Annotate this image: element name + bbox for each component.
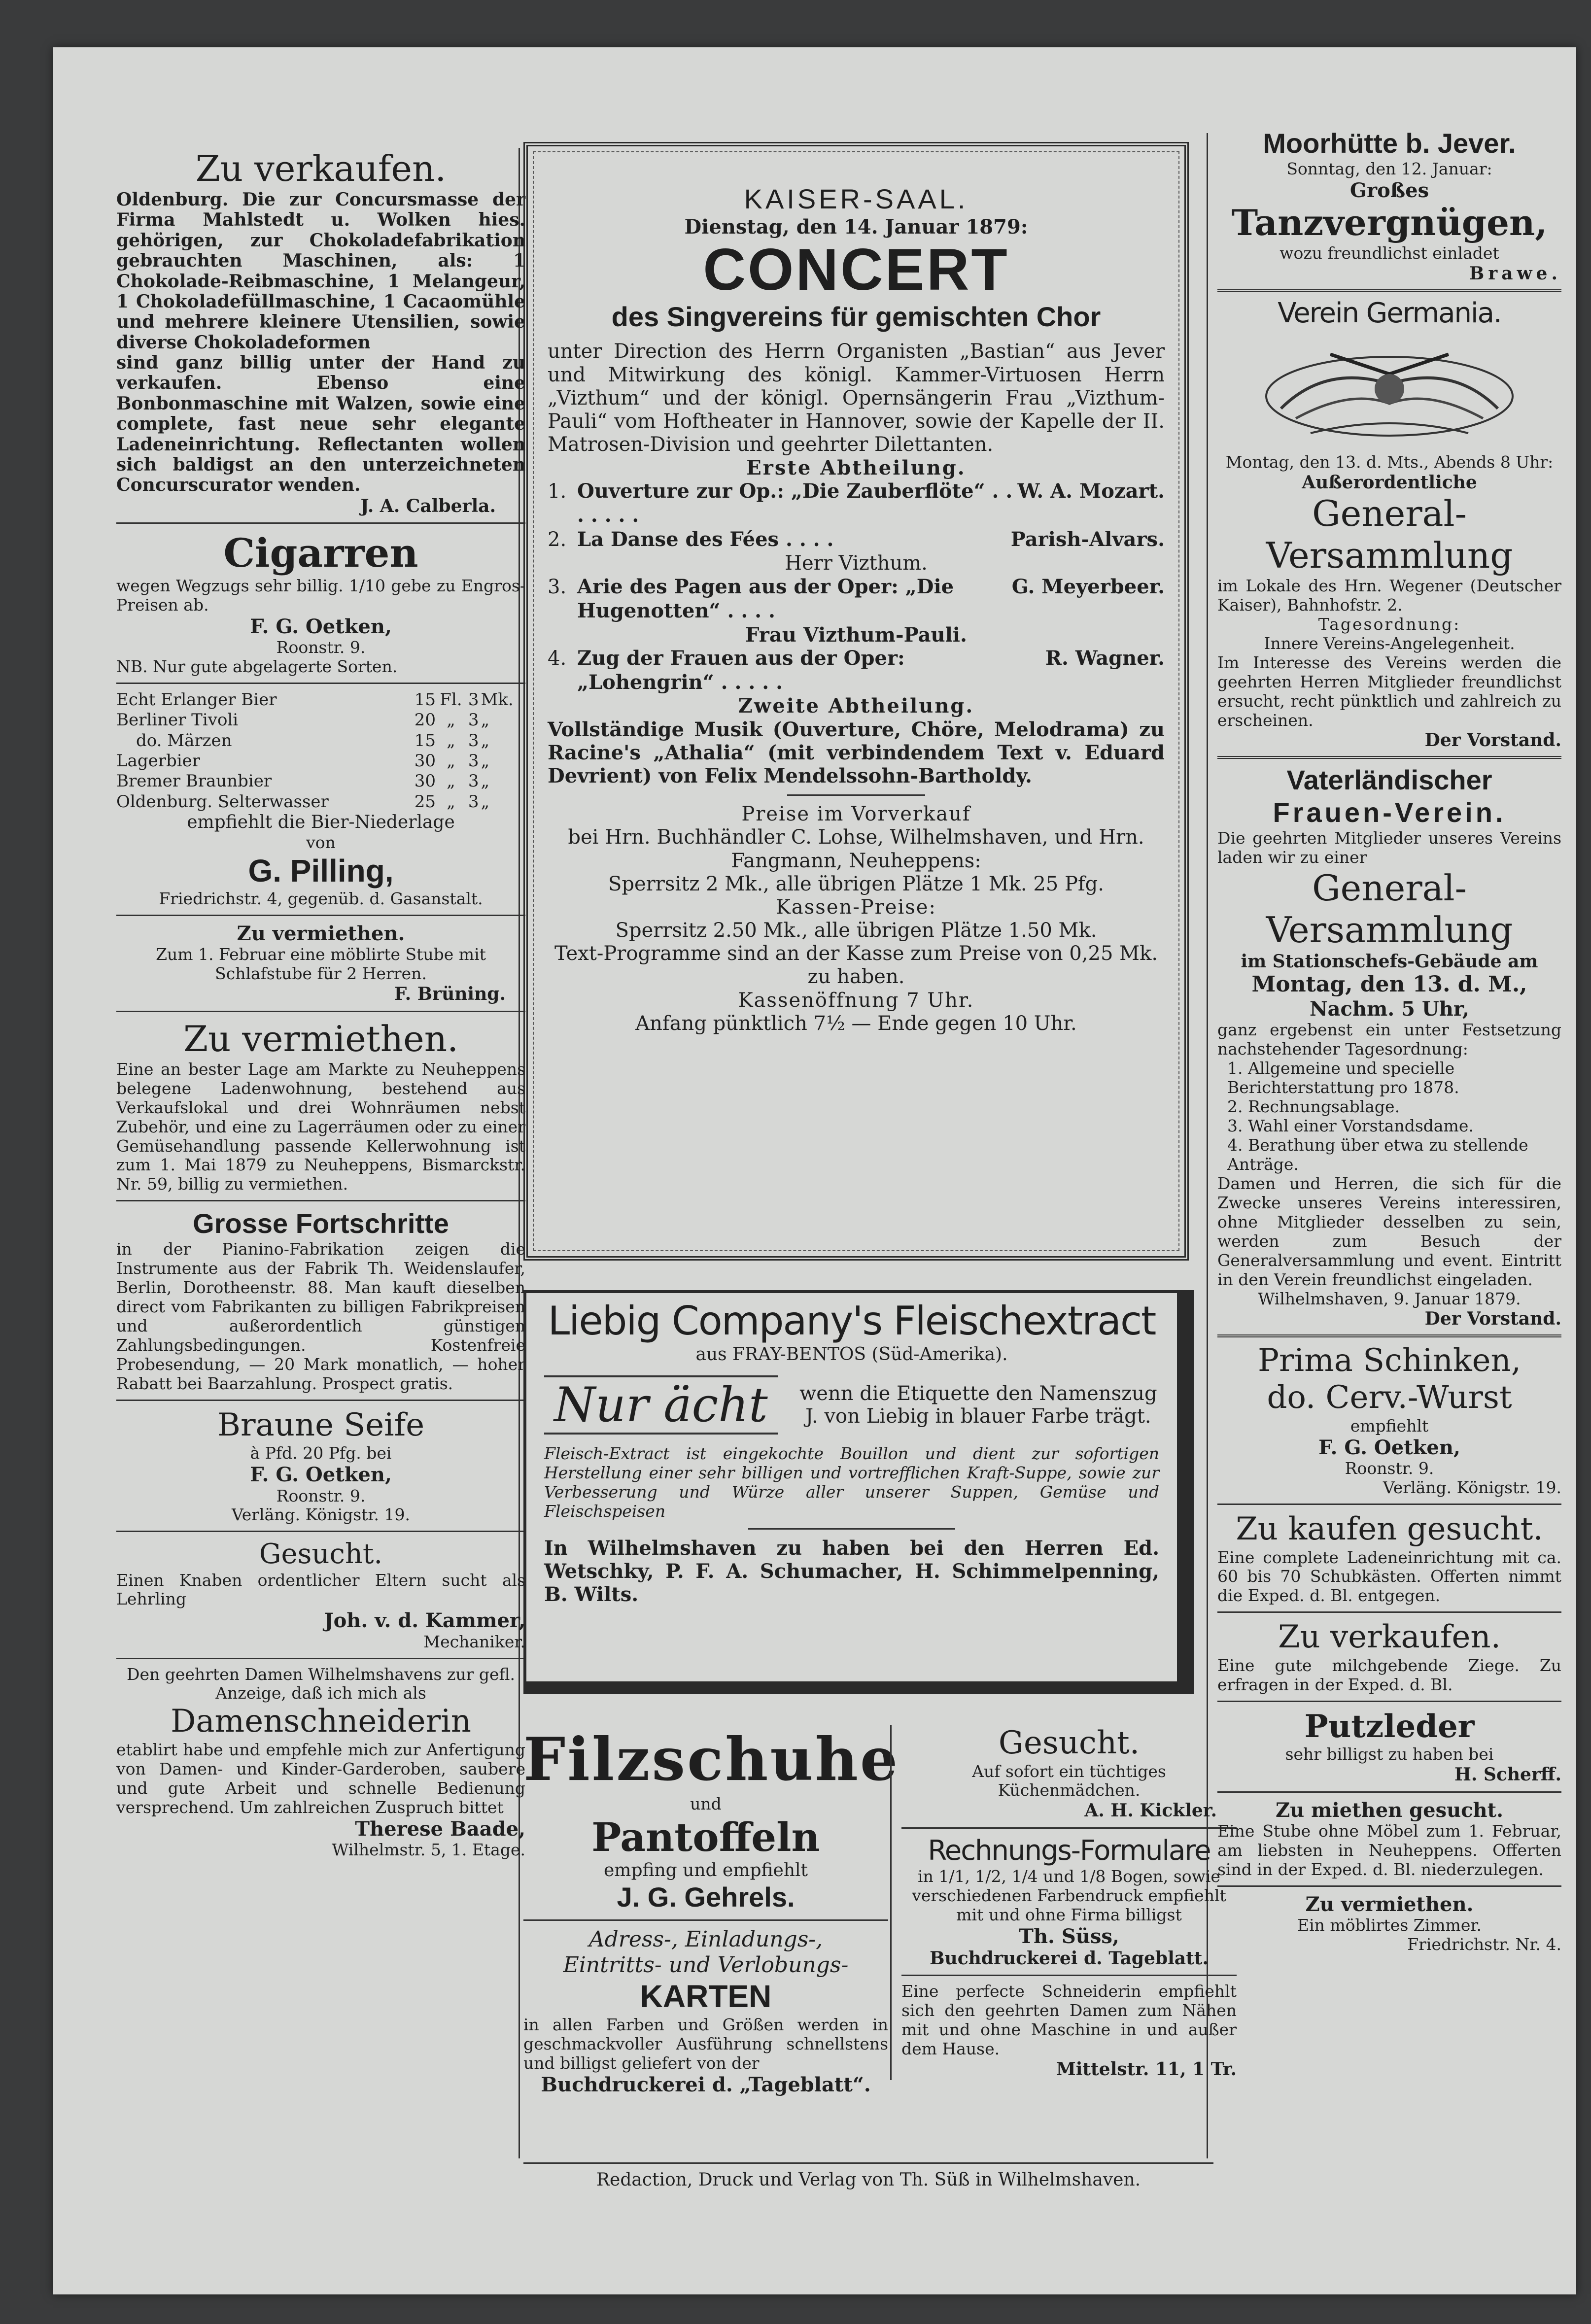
liebig-nur-row	[544, 1375, 1159, 1435]
table-row	[116, 751, 525, 771]
ad-name: A. H. Kickler.	[1084, 1800, 1217, 1821]
ad-text: Die geehrten Mitglieder unseres Vereins laden wir zu einer	[1217, 828, 1561, 867]
liebig-ad	[523, 1290, 1194, 1694]
ad-title: Moorhütte b. Jever.	[1263, 128, 1516, 159]
table-row	[116, 690, 525, 710]
liebig-desc: Fleisch-Extract ist eingekochte Bouillon und dient zur sofortigen Herstellung einer sehr billigen und vortrefflichen Kraft-Suppe, sowie zur Verbesserung und Würze aller unserer Suppen, Gemüse und Fleischspeisen	[544, 1443, 1159, 1521]
ad-date: Sonntag, den 12. Januar:	[1286, 159, 1492, 179]
ad-text: ganz ergebenst ein unter Festsetzung nachstehender Tagesordnung:	[1217, 1020, 1561, 1059]
ad-text: in der Pianino-Fabrikation zeigen die Instrumente aus der Fabrik Th. Weidenslaufer, Berlin, Dorotheenstr. 88. Man kauft dieselben direct vom Fabrikanten zu billigen Fabrikpreisen und außerordentlich günstigen Zahlungsbedingungen. Kostenfreie Probesendung, — 20 Mark monatlich, — hoher Rabatt bei Baarzahlung. Prospect gratis.	[116, 1239, 525, 1393]
ad-date: Montag, den 13. d. M.,	[1251, 972, 1527, 997]
table-row	[116, 792, 525, 812]
ad-address: Mittelstr. 11, 1 Tr.	[1056, 2059, 1237, 2080]
item-composer: G. Meyerbeer.	[1011, 575, 1165, 599]
karten-line: Eintritts- und Verlobungs-	[563, 1952, 849, 1978]
table-cell: „	[481, 771, 490, 791]
table-cell: 15	[414, 689, 436, 710]
ad-text: Im Interesse des Vereins werden die geehrten Herren Mitglieder freundlichst ersucht, recht pünktlich und zahlreich zu erscheinen.	[1217, 652, 1561, 730]
divider	[1217, 1701, 1561, 1702]
table-cell: „	[481, 751, 490, 771]
item-composer: R. Wagner.	[1045, 646, 1165, 670]
ad-text: Eine gute milchgebende Ziege. Zu erfragen in der Exped. d. Bl.	[1217, 1655, 1561, 1694]
ad-name: F. Brüning.	[394, 984, 506, 1005]
ad-text: Zum 1. Februar eine möblirte Stube mit Schlafstube für 2 Herren.	[156, 945, 486, 984]
ad-zu-miethen	[1217, 1799, 1561, 1880]
ad-name: J. G. Gehrels.	[617, 1881, 795, 1913]
ad-signature: Der Vorstand.	[1424, 1308, 1561, 1330]
ad-text: Den geehrten Damen Wilhelmshavens zur gefl. Anzeige, daß ich mich als	[126, 1664, 516, 1703]
divider	[1217, 1334, 1561, 1337]
ad-title: Zu vermiethen.	[237, 922, 405, 946]
table-cell: 3	[468, 710, 479, 730]
table-cell: 20	[414, 710, 436, 730]
liebig-title: Liebig Company's Fleischextract	[548, 1298, 1156, 1344]
item-title: La Danse des Fées . . . .	[577, 528, 834, 551]
item-title: Zug der Frauen aus der Oper: „Lohengrin“ . . . . .	[577, 646, 905, 694]
divider	[1217, 756, 1561, 759]
ad-address: Friedrichstr. Nr. 4.	[1407, 1934, 1561, 1954]
concert-intro: unter Direction des Herrn Organisten „Bastian“ aus Jever und Mitwirkung des königl. Kammer-Virtuosen Herrn „Vizthum“ und der königl. Opernsängerin Frau „Vizthum-Pauli“ vom Hoftheater in Hannover, sowie der Kapelle der II. Matrosen-Division und geehrter Dilettanten.	[548, 340, 1165, 456]
table-cell: do. Märzen	[136, 730, 232, 751]
ad-germania	[1217, 297, 1561, 751]
ad-name: Th. Süss,	[1019, 1924, 1119, 1948]
divider	[116, 683, 525, 684]
nur-text: wenn die Etiquette den Namenszug J. von Liebig in blauer Farbe trägt.	[799, 1382, 1157, 1428]
opening-time: Kassenöffnung 7 Uhr.	[738, 989, 974, 1012]
kasse-heading: Kassen-Preise:	[776, 895, 936, 919]
ad-signature: Der Vorstand.	[1424, 730, 1561, 751]
ad-time: Nachm. 5 Uhr,	[1310, 997, 1469, 1021]
ad-zu-verkaufen	[116, 148, 525, 516]
prices-heading: Preise im Vorverkauf	[741, 803, 971, 826]
ad-title: Vaterländischer	[1286, 764, 1492, 795]
ad-fortschritte	[116, 1207, 525, 1394]
ad-title: Zu verkaufen.	[195, 148, 447, 189]
ad-title: Zu kaufen gesucht.	[1236, 1510, 1543, 1547]
ad-title: Rechnungs-Formulare	[928, 1834, 1211, 1867]
nur-aecht: Nur ächt	[544, 1375, 778, 1435]
ad-role: Mechaniker.	[423, 1632, 525, 1651]
ad-putzleder	[1217, 1708, 1561, 1785]
divider	[901, 1975, 1237, 1976]
karten-text: in allen Farben und Größen werden in geschmackvoller Ausführung schnellstens und billigst geliefert von der	[523, 2015, 888, 2073]
right-column	[1217, 127, 1561, 1954]
ornament-illustration	[1251, 335, 1527, 448]
ad-address: Verläng. Königstr. 19.	[1383, 1478, 1561, 1498]
ad-title: do. Cerv.-Wurst	[1267, 1379, 1512, 1416]
ad-text: sind ganz billig unter der Hand zu verkaufen. Ebenso eine Bonbonmaschine mit Walzen, sowie eine complete, fast neue sehr elegante Ladeneinrichtung. Reflectanten wollen sich baldigst an den unterzeichneten Concurscurator wenden.	[116, 352, 525, 496]
ad-zu-vermiethen-1	[116, 922, 525, 1005]
ad-title: Versammlung	[1266, 535, 1513, 576]
agenda-item: 1. Allgemeine und specielle Berichterstattung pro 1878.	[1227, 1059, 1459, 1097]
table-cell: Oldenburg. Selterwasser	[116, 791, 329, 812]
ad-address: Roonstr. 9.	[276, 1486, 366, 1505]
divider	[787, 794, 925, 796]
table-cell: „	[447, 710, 455, 730]
section-heading: Erste Abtheilung.	[746, 456, 966, 480]
item-number: 1.	[548, 480, 567, 503]
ad-name: Brawe.	[1469, 263, 1561, 284]
ad-damenschneiderin	[116, 1665, 525, 1860]
divider	[901, 1827, 1237, 1829]
ad-title: Zu vermiethen.	[1305, 1892, 1474, 1916]
ad-zu-vermiethen-2	[116, 1018, 525, 1195]
item-title: Ouverture zur Op.: „Die Zauberflöte“ . . . . . . .	[577, 479, 1013, 527]
table-cell: 3	[468, 689, 479, 710]
agenda-item: 4. Berathung über etwa zu stellende Anträge.	[1227, 1135, 1528, 1174]
item-performer: Frau Vizthum-Pauli.	[745, 623, 967, 647]
ad-cigarren	[116, 530, 525, 676]
ad-zu-vermiethen-right	[1217, 1893, 1561, 1954]
ad-title: Filzschuhe	[523, 1725, 900, 1794]
ad-text: und	[690, 1794, 722, 1813]
table-cell: 30	[414, 751, 436, 771]
ad-text: à Pfd. 20 Pfg. bei	[250, 1443, 392, 1463]
ad-title: Zu vermiethen.	[183, 1018, 459, 1059]
table-cell: „	[447, 791, 455, 812]
part2-text: Vollständige Musik (Ouverture, Chöre, Melodrama) zu Racine's „Athalia“ (mit verbindendem Text v. Eduard Devrient) von Felix Mendelssohn-Bartholdy.	[548, 718, 1165, 787]
ad-name: Joh. v. d. Kammer,	[324, 1609, 525, 1633]
table-cell: Lagerbier	[116, 751, 200, 771]
ad-name: G. Pilling,	[248, 853, 394, 889]
ad-text: von	[306, 832, 336, 852]
table-cell: 3	[468, 751, 479, 771]
table-cell: „	[481, 791, 490, 812]
ad-title: Gesucht.	[998, 1725, 1140, 1761]
item-number: 4.	[548, 647, 567, 670]
ad-text: wegen Wegzugs sehr billig. 1/10 gebe zu Engros-Preisen ab.	[116, 576, 525, 615]
ad-braune-seife	[116, 1407, 525, 1525]
table-row	[116, 710, 525, 730]
ad-date: Montag, den 13. d. Mts., Abends 8 Uhr:	[1225, 452, 1554, 472]
ad-event: Tanzvergnügen,	[1231, 202, 1548, 244]
ad-schinken	[1217, 1342, 1561, 1498]
divider	[116, 1200, 525, 1201]
program-item	[548, 647, 1165, 695]
ad-moorhuette	[1217, 127, 1561, 284]
programme-text: Text-Programme sind an der Kasse zum Preise von 0,25 Mk. zu haben.	[554, 942, 1158, 989]
start-time: Anfang pünktlich 7½ — Ende gegen 10 Uhr.	[635, 1012, 1077, 1035]
section-heading: Zweite Abtheilung.	[738, 694, 974, 718]
ad-name: F. G. Oetken,	[250, 615, 392, 638]
ad-text: Ein möblirtes Zimmer.	[1297, 1915, 1482, 1935]
ad-address: Roonstr. 9.	[1345, 1459, 1434, 1478]
divider	[116, 915, 525, 916]
divider	[1217, 1611, 1561, 1613]
item-performer: Herr Vizthum.	[785, 551, 928, 575]
ad-text: Außerordentliche	[1302, 472, 1477, 493]
table-cell: Berliner Tivoli	[116, 710, 239, 730]
ad-title: Versammlung	[1266, 909, 1513, 951]
program-item	[548, 479, 1165, 528]
ad-frauen-verein	[1217, 764, 1561, 1330]
karten-title: KARTEN	[640, 1979, 772, 2015]
ad-text: Damen und Herren, die sich für die Zwecke unseres Vereins interessiren, ohne Mitglieder desselben zu sein, werden zum Besuch der Generalversammlung und event. Eintritt in den Verein freundlichst eingeladen.	[1217, 1173, 1561, 1289]
table-cell: Fl.	[440, 689, 462, 710]
ad-text: Großes	[1349, 179, 1429, 203]
concert-subtitle: des Singvereins für gemischten Chor	[611, 301, 1101, 333]
divider	[523, 2162, 1213, 2164]
divider	[116, 1658, 525, 1659]
ad-text: wozu freundlichst einladet	[1280, 243, 1499, 263]
divider	[116, 1400, 525, 1401]
ad-bier	[116, 690, 525, 909]
ad-text: etablirt habe und empfehle mich zur Anfertigung von Damen- und Kinder-Garderoben, saubere und gute Arbeit und schnelle Bedienung versprechend. Um zahlreichen Zuspruch bittet	[116, 1740, 525, 1817]
ad-address: Verläng. Königstr. 19.	[231, 1505, 411, 1525]
ad-title: Prima Schinken,	[1257, 1342, 1522, 1379]
table-row	[116, 731, 525, 751]
concert-date: Dienstag, den 14. Januar 1879:	[684, 215, 1028, 239]
ad-note: NB. Nur gute abgelagerte Sorten.	[116, 656, 398, 676]
ad-text: im Lokale des Hrn. Wegener (Deutscher Kaiser), Bahnhofstr. 2.	[1217, 576, 1561, 615]
agenda-item: Innere Vereins-Angelegenheit.	[1264, 633, 1515, 653]
ad-text: in 1/1, 1/2, 1/4 und 1/8 Bogen, sowie verschiedenen Farbendruck empfiehlt mit und ohne Firma billigst	[912, 1866, 1226, 1924]
ad-text: im Stationschefs-Gebäude am	[1241, 951, 1538, 972]
imprint-footer	[523, 2156, 1213, 2190]
ad-title: Frauen-Verein.	[1273, 797, 1506, 828]
filzschuhe-ad	[523, 1725, 900, 2096]
prices-line: Sperrsitz 2 Mk., alle übrigen Plätze 1 Mk. 25 Pfg.	[608, 872, 1104, 895]
ad-title: General-	[1312, 493, 1467, 535]
table-cell: 3	[468, 771, 479, 791]
ad-signature: J. A. Calberla.	[360, 495, 496, 516]
table-cell: „	[447, 771, 455, 791]
agenda-item: 2. Rechnungsablage.	[1227, 1097, 1400, 1117]
ad-address: Friedrichstr. 4, gegenüb. d. Gasanstalt.	[159, 889, 483, 909]
table-row	[116, 771, 525, 791]
ad-title: Damenschneiderin	[171, 1703, 471, 1740]
prices-text: bei Hrn. Buchhändler C. Lohse, Wilhelmshaven, und Hrn. Fangmann, Neuheppens:	[568, 826, 1144, 872]
ad-title: Verein Germania.	[1278, 297, 1501, 329]
ad-title: Putzleder	[1304, 1708, 1475, 1745]
ad-zu-kaufen	[1217, 1511, 1561, 1606]
table-cell: 25	[414, 791, 436, 812]
ad-text: empfiehlt die Bier-Niederlage	[187, 812, 455, 833]
middle-small-ads	[890, 1725, 1237, 2080]
karten-name: Buchdruckerei d. „Tageblatt“.	[541, 2073, 871, 2096]
table-cell: 15	[414, 730, 436, 751]
item-number: 2.	[548, 528, 567, 551]
imprint-text: Redaction, Druck und Verlag von Th. Süß in Wilhelmshaven.	[596, 2170, 1141, 2190]
ad-text: empfing und empfiehlt	[604, 1860, 808, 1880]
program-item	[548, 575, 1165, 623]
ad-title: Zu miethen gesucht.	[1275, 1798, 1504, 1822]
divider	[1217, 1885, 1561, 1887]
item-composer: W. A. Mozart.	[1017, 479, 1165, 503]
ad-gesucht	[116, 1538, 525, 1651]
ad-zu-verkaufen-right	[1217, 1619, 1561, 1694]
table-cell: „	[481, 710, 490, 730]
divider	[116, 1011, 525, 1012]
ad-title: Cigarren	[223, 530, 418, 577]
table-cell: 3	[468, 791, 479, 812]
ad-name: H. Scherff.	[1454, 1764, 1561, 1785]
table-cell: 3	[468, 730, 479, 751]
item-number: 3.	[548, 576, 567, 599]
ad-title: Gesucht.	[259, 1538, 383, 1571]
ad-text: Eine an bester Lage am Markte zu Neuheppens belegene Ladenwohnung, bestehend aus Verkaufslokal und drei Wohnräumen nebst Zubehör, und eine zu Lagerräumen oder zu einer Gemüsehandlung passende Kellerwohnung ist zum 1. Mai 1879 zu Neuheppens, Bismarckstr. Nr. 59, billig zu vermiethen.	[116, 1059, 525, 1194]
liebig-origin: aus FRAY-BENTOS (Süd-Amerika).	[695, 1344, 1008, 1365]
agenda-title: Tagesordnung:	[1318, 614, 1461, 634]
left-column	[116, 148, 525, 1860]
divider	[523, 1919, 888, 1921]
ad-text: Eine perfecte Schneiderin empfiehlt sich den geehrten Damen zum Nähen mit und ohne Maschine in und außer dem Hause.	[901, 1982, 1237, 2059]
ad-date: Wilhelmshaven, 9. Januar 1879.	[1258, 1289, 1521, 1308]
liebig-dealers: In Wilhelmshaven zu haben bei den Herren Ed. Wetschky, P. F. A. Schumacher, H. Schimmelpenning, B. Wilts.	[544, 1536, 1159, 1606]
table-cell: 30	[414, 771, 436, 791]
ad-title: Zu verkaufen.	[1278, 1619, 1501, 1656]
ad-name: Therese Baade,	[355, 1817, 525, 1841]
venue: KAISER-SAAL.	[744, 183, 968, 214]
kasse-line: Sperrsitz 2.50 Mk., alle übrigen Plätze 1.50 Mk.	[615, 919, 1097, 942]
ad-title: Pantoffeln	[591, 1813, 820, 1860]
table-cell: „	[481, 730, 490, 751]
ad-text: Einen Knaben ordentlicher Eltern sucht als Lehrling	[116, 1570, 525, 1609]
divider	[748, 1528, 955, 1530]
ad-text: Eine complete Ladeneinrichtung mit ca. 60 bis 70 Schubkästen. Offerten nimmt die Exped. d. Bl. entgegen.	[1217, 1547, 1561, 1606]
ad-text: sehr billigst zu haben bei	[1285, 1744, 1494, 1764]
table-cell: Mk.	[481, 689, 514, 710]
beer-price-table	[116, 690, 525, 813]
ad-title: General-	[1312, 867, 1467, 909]
divider	[1217, 1504, 1561, 1505]
ad-text: empfiehlt	[1350, 1416, 1429, 1435]
concert-title: CONCERT	[703, 237, 1009, 303]
divider	[116, 1531, 525, 1532]
ad-title: Grosse Fortschritte	[193, 1208, 449, 1239]
divider	[1217, 1791, 1561, 1793]
agenda-item: 3. Wahl einer Vorstandsdame.	[1227, 1116, 1474, 1136]
item-title: Arie des Pagen aus der Oper: „Die Hugenotten“ . . . .	[577, 575, 954, 622]
table-cell: „	[447, 751, 455, 771]
ad-text: Oldenburg. Die zur Concursmasse der Firma Mahlstedt u. Wolken hies. gehörigen, zur Chokoladefabrikation gebrauchten Maschinen, als: 1 Chokolade-Reibmaschine, 1 Melangeur, 1 Chokoladefüllmaschine, 1 Cacaomühle und mehrere kleinere Utensilien, sowie diverse Chokoladeformen	[116, 189, 525, 353]
ad-address: Roonstr. 9.	[276, 637, 366, 657]
ad-name: F. G. Oetken,	[1318, 1435, 1460, 1459]
ad-title: Braune Seife	[217, 1406, 425, 1443]
ad-text: Eine Stube ohne Möbel zum 1. Februar, am liebsten in Neuheppens. Offerten sind in der Exped. d. Bl. niederzulegen.	[1217, 1821, 1561, 1879]
ad-address: Wilhelmstr. 5, 1. Etage.	[332, 1840, 525, 1859]
ad-text: Auf sofort ein tüchtiges Küchenmädchen.	[972, 1761, 1166, 1800]
item-composer: Parish-Alvars.	[1010, 528, 1165, 551]
ad-name: F. G. Oetken,	[250, 1463, 392, 1487]
concert-ad	[523, 142, 1189, 1261]
ad-name: Buchdruckerei d. Tageblatt.	[930, 1948, 1209, 1969]
divider	[116, 522, 525, 524]
table-cell: „	[447, 730, 455, 751]
program-item	[548, 528, 1165, 552]
table-cell: Bremer Braunbier	[116, 771, 272, 791]
table-cell: Echt Erlanger Bier	[116, 689, 277, 710]
karten-line: Adress-, Einladungs-,	[588, 1927, 823, 1952]
divider	[1217, 289, 1561, 292]
